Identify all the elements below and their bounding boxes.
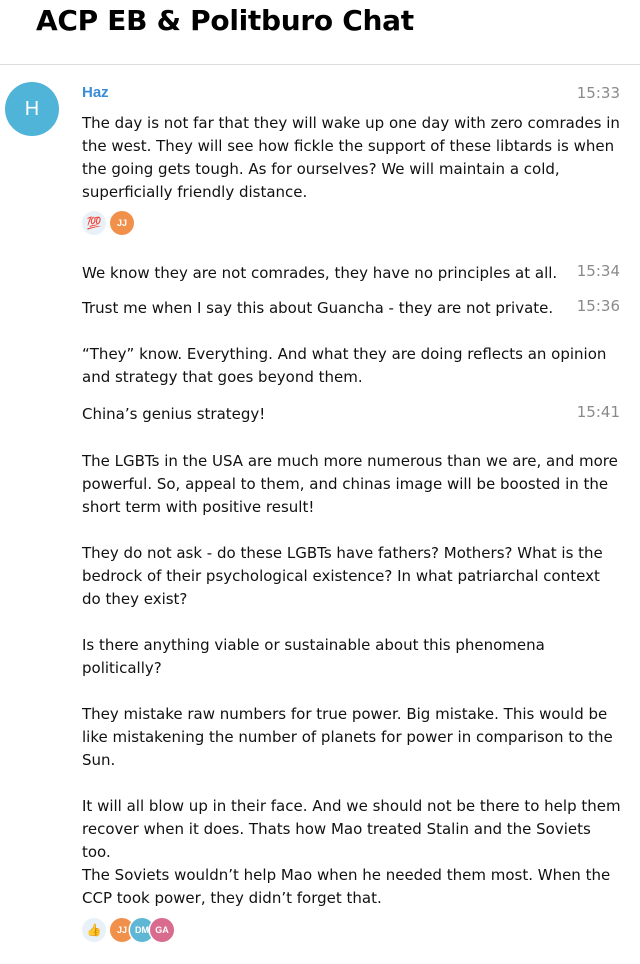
message-text: It will all blow up in their face. And we should not be there to help them recover when it does. Thats how Mao treated Stalin and the Soviets too.	[82, 797, 621, 861]
reactions-bar	[82, 209, 134, 237]
avatar-initial: H	[24, 97, 40, 120]
reaction-user-avatar[interactable]: JJ	[110, 918, 134, 942]
reactions-bar	[82, 916, 174, 944]
avatar[interactable]	[5, 82, 59, 136]
reaction-user-avatar[interactable]: JJ	[110, 211, 134, 235]
chat-title: ACP EB & Politburo Chat	[36, 4, 414, 37]
message-text: “They” know. Everything. And what they are doing reflects an opinion and strategy that goes beyond them.	[82, 345, 607, 386]
message-time: 15:34	[576, 262, 620, 280]
message-time: 15:36	[576, 297, 620, 315]
reaction-user-avatar[interactable]: DM	[130, 918, 154, 942]
message-text: The Soviets wouldn’t help Mao when he needed them most. When the CCP took power, they didn’t forget that.	[82, 866, 611, 907]
thumbs-up-icon[interactable]: 👍	[82, 918, 106, 942]
message-time: 15:41	[576, 403, 620, 421]
sender-name[interactable]: Haz	[82, 84, 109, 101]
message-text: The LGBTs in the USA are much more numerous than we are, and more powerful. So, appeal to them, and chinas image will be boosted in the short term with positive result!	[82, 452, 618, 516]
chat-header	[0, 0, 640, 65]
hundred-points-icon[interactable]: 💯	[82, 211, 106, 235]
message-text: Is there anything viable or sustainable about this phenomena politically?	[82, 636, 545, 677]
message-time: 15:33	[576, 84, 620, 102]
message-text: They do not ask - do these LGBTs have fathers? Mothers? What is the bedrock of their psychological existence? In what patriarchal context do they exist?	[82, 544, 603, 608]
message-text: They mistake raw numbers for true power. Big mistake. This would be like mistakening the number of planets for power in comparison to the Sun.	[82, 705, 613, 769]
message-text: China’s genius strategy!	[82, 405, 266, 423]
message-text: We know they are not comrades, they have no principles at all.	[82, 264, 558, 282]
message-text: The day is not far that they will wake up one day with zero comrades in the west. They will see how fickle the support of these libtards is when the going gets tough. As for ourselves? We will maintain a cold, superficially friendly distance.	[82, 114, 620, 201]
message-text: Trust me when I say this about Guancha - they are not private.	[82, 299, 554, 317]
reaction-user-avatar[interactable]: GA	[150, 918, 174, 942]
